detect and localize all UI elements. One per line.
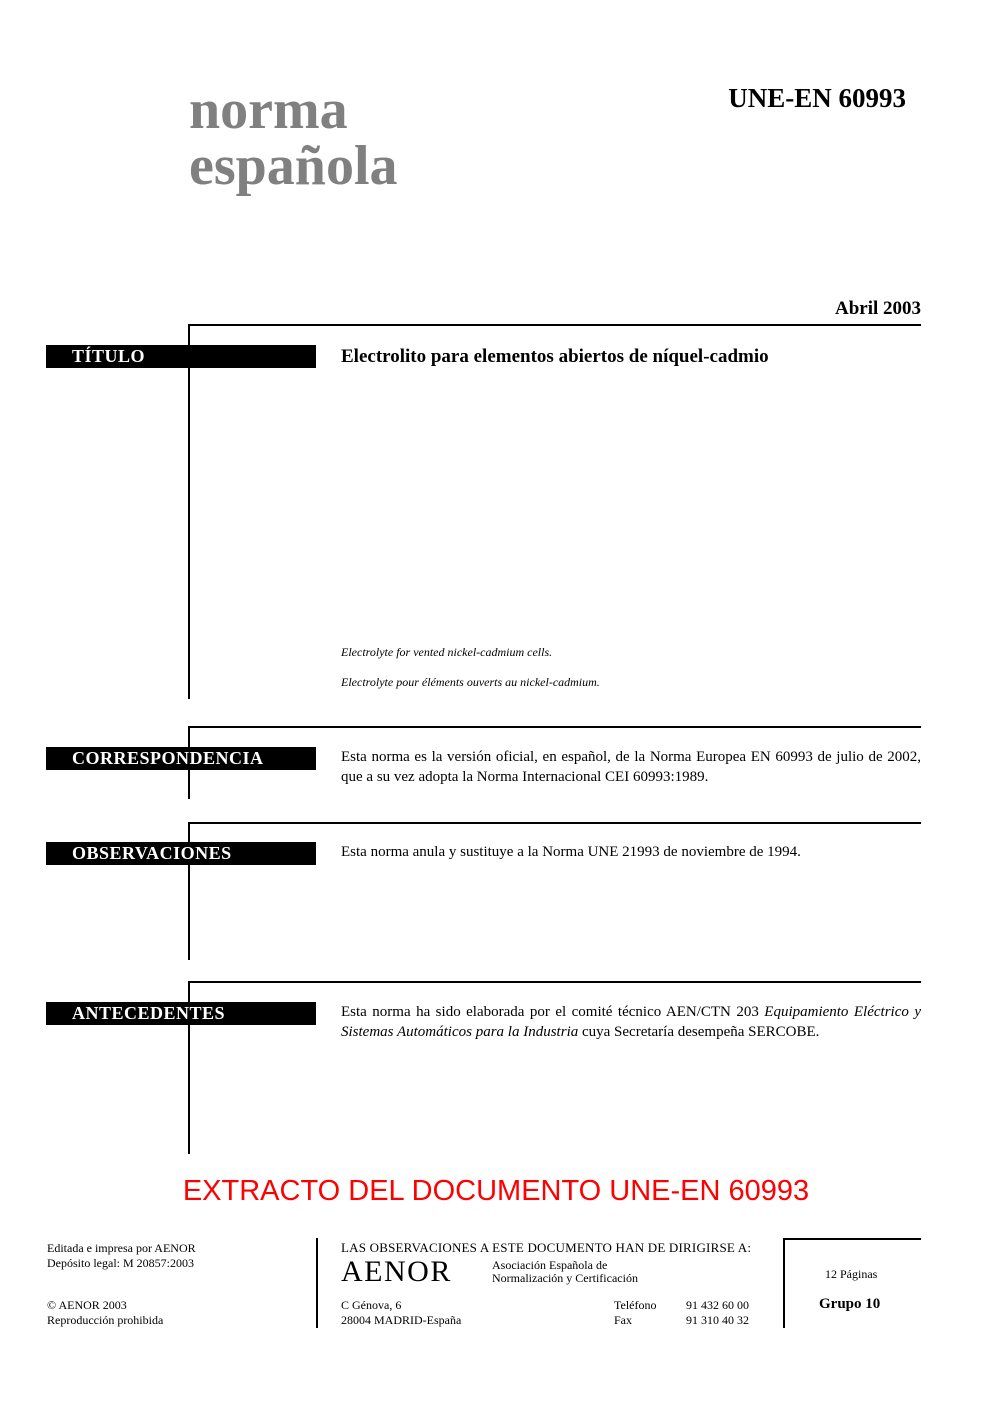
correspondencia-text: Esta norma es la versión oficial, en español, de la Norma Europea EN 60993 de julio de 2002, que a su vez adopta la Norma Internacional CEI 60993:1989. (341, 749, 921, 785)
aenor-org-line-1: Asociación Española de (492, 1258, 608, 1272)
aenor-logo: AENOR (341, 1255, 452, 1288)
titulo-vertical-rule (188, 324, 190, 699)
footer-box-top-rule (783, 1238, 921, 1240)
brand-line-2: española (189, 135, 398, 197)
extract-watermark: EXTRACTO DEL DOCUMENTO UNE-EN 60993 (182, 1175, 810, 1207)
titulo-top-rule (188, 324, 921, 326)
footer-fax-number: 91 310 40 32 (686, 1313, 749, 1327)
footer-legal-deposit: Depósito legal: M 20857:2003 (47, 1256, 194, 1270)
document-title-en: Electrolyte for vented nickel-cadmium cells. (341, 645, 553, 659)
brand-line-1: norma (189, 79, 348, 141)
document-title-es: Electrolito para elementos abiertos de níquel-cadmio (341, 346, 769, 367)
publication-date: Abril 2003 (834, 298, 921, 319)
price-group: Grupo 10 (819, 1296, 881, 1312)
footer-contact-heading: LAS OBSERVACIONES A ESTE DOCUMENTO HAN DE DIRIGIRSE A: (341, 1240, 752, 1255)
document-title-fr: Electrolyte pour éléments ouverts au nickel-cadmium. (341, 675, 600, 689)
section-label-observaciones: OBSERVACIONES (46, 842, 316, 865)
observaciones-text: Esta norma anula y sustituye a la Norma UNE 21993 de noviembre de 1994. (341, 844, 801, 860)
standard-code: UNE-EN 60993 (728, 83, 906, 113)
antecedentes-text-before: Esta norma ha sido elaborada por el comité técnico AEN/CTN 203 (341, 1004, 765, 1020)
footer-copyright: © AENOR 2003 (47, 1298, 127, 1312)
antecedentes-text-after: cuya Secretaría desempeña SERCOBE. (578, 1024, 820, 1040)
footer-phone-number: 91 432 60 00 (686, 1298, 749, 1312)
correspondencia-top-rule (188, 726, 921, 728)
observaciones-top-rule (188, 822, 921, 824)
aenor-org-line-2: Normalización y Certificación (492, 1271, 638, 1285)
footer-address-city: 28004 MADRID-España (341, 1313, 462, 1327)
antecedentes-top-rule (188, 981, 921, 983)
antecedentes-text (341, 1002, 921, 1042)
section-label-titulo: TÍTULO (46, 345, 316, 368)
aenor-org-name (492, 1259, 638, 1285)
footer-address-street: C Génova, 6 (341, 1298, 402, 1312)
section-label-correspondencia: CORRESPONDENCIA (46, 747, 316, 770)
committee-name: Equipamiento Eléctrico y Sistemas Automáticos para la Industria (341, 1004, 921, 1040)
footer-reproduction: Reproducción prohibida (47, 1313, 164, 1327)
footer-divider-left (316, 1238, 318, 1328)
footer-box-vertical-rule (783, 1238, 785, 1328)
section-label-antecedentes: ANTECEDENTES (46, 1002, 316, 1025)
footer-phone-label: Teléfono (614, 1298, 657, 1312)
footer-editor: Editada e impresa por AENOR (47, 1241, 196, 1255)
brand-wordmark (189, 79, 398, 197)
page-count: 12 Páginas (825, 1267, 878, 1281)
footer-fax-label: Fax (614, 1313, 632, 1327)
